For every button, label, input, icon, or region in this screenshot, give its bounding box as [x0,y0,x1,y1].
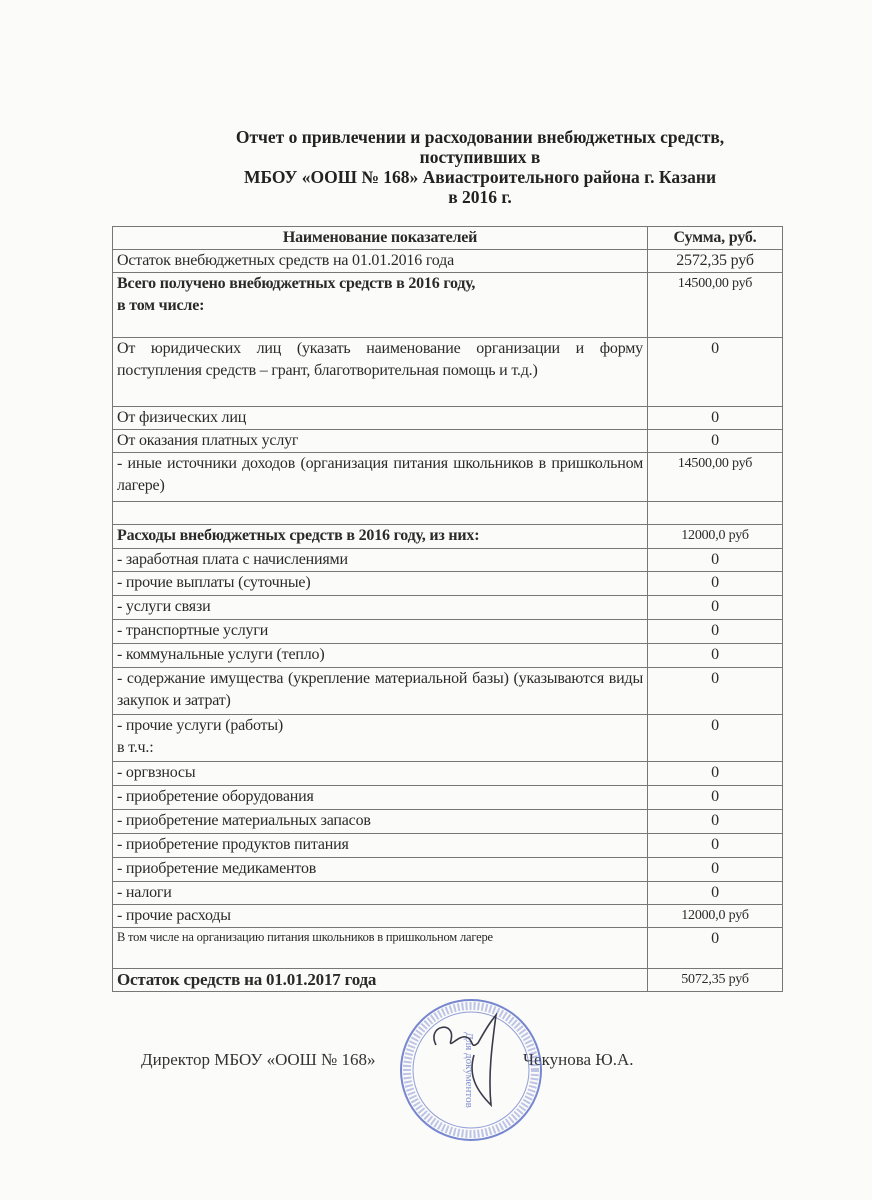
row-label: - коммунальные услуги (тепло) [113,644,648,668]
row-amount: 0 [648,338,783,407]
table-row [113,620,783,644]
report-table [112,226,783,992]
row-label: Расходы внебюджетных средств в 2016 году, из них: [113,525,648,549]
table-row [113,644,783,668]
row-amount: 0 [648,834,783,858]
row-amount: 12000,0 руб [648,525,783,549]
table-row [113,525,783,549]
row-amount: 0 [648,928,783,969]
table-row [113,905,783,928]
row-label: Остаток внебюджетных средств на 01.01.2016 года [113,250,648,273]
table-row [113,572,783,596]
table-row [113,762,783,786]
row-label: - приобретение продуктов питания [113,834,648,858]
table-row [113,430,783,453]
table-row [113,928,783,969]
row-amount: 0 [648,858,783,882]
title-line: МБОУ «ООШ № 168» Авиастроительного района г. Казани [243,167,717,187]
header-amount: Сумма, руб. [648,227,783,250]
row-amount [648,502,783,525]
table-row [113,882,783,905]
row-label: В том числе на организацию питания школьников в пришкольном лагере [113,928,648,969]
row-amount: 14500,00 руб [648,273,783,338]
row-label: - прочие выплаты (суточные) [113,572,648,596]
row-label: - приобретение оборудования [113,786,648,810]
header-indicator: Наименование показателей [113,227,648,250]
table-row [113,715,783,762]
row-amount: 2572,35 руб [648,250,783,273]
row-label: От оказания платных услуг [113,430,648,453]
row-amount: 0 [648,620,783,644]
document-title [120,127,840,207]
title-line: поступивших в [419,147,541,167]
table-row [113,834,783,858]
title-line: Отчет о привлечении и расходовании внебюджетных средств, [235,127,725,147]
title-line: в 2016 г. [448,187,512,207]
table-row [113,786,783,810]
row-label: - оргвзносы [113,762,648,786]
row-label [113,502,648,525]
signature-name: Чекунова Ю.А. [523,1050,634,1069]
row-label: От физических лиц [113,407,648,430]
table-row [113,668,783,715]
row-label: - прочие услуги (работы) в т.ч.: [113,715,648,762]
svg-text:Для документов: Для документов [463,1032,475,1108]
signature-position: Директор МБОУ «ООШ № 168» [141,1050,376,1069]
table-row [113,969,783,992]
row-label: - транспортные услуги [113,620,648,644]
table-row [113,453,783,502]
row-amount: 5072,35 руб [648,969,783,992]
row-label: - услуги связи [113,596,648,620]
row-label: - приобретение медикаментов [113,858,648,882]
table-row [113,502,783,525]
row-amount: 0 [648,786,783,810]
table-row [113,810,783,834]
row-amount: 0 [648,668,783,715]
table-row [113,407,783,430]
row-label: - прочие расходы [113,905,648,928]
row-amount: 0 [648,430,783,453]
row-amount: 12000,0 руб [648,905,783,928]
table-row [113,338,783,407]
row-label: Остаток средств на 01.01.2017 года [113,969,648,992]
row-label: - иные источники доходов (организация питания школьников в пришкольном лагере) [113,453,648,502]
row-amount: 0 [648,596,783,620]
table-row [113,549,783,572]
row-amount: 0 [648,810,783,834]
official-stamp [396,995,546,1145]
row-label: - заработная плата с начислениями [113,549,648,572]
row-label: - налоги [113,882,648,905]
row-amount: 14500,00 руб [648,453,783,502]
row-label: - содержание имущества (укрепление материальной базы) (указываются виды закупок и затрат) [113,668,648,715]
row-amount: 0 [648,762,783,786]
row-amount: 0 [648,715,783,762]
table-header-row [113,227,783,250]
row-amount: 0 [648,644,783,668]
row-label: - приобретение материальных запасов [113,810,648,834]
table-row [113,596,783,620]
row-amount: 0 [648,407,783,430]
row-amount: 0 [648,549,783,572]
row-amount: 0 [648,882,783,905]
table-row [113,858,783,882]
table-row [113,250,783,273]
row-amount: 0 [648,572,783,596]
row-label: От юридических лиц (указать наименование организации и форму поступления средств – грант, благотворительная помощь и т.д.) [113,338,648,407]
table-row [113,273,783,338]
row-label: Всего получено внебюджетных средств в 2016 году, в том числе: [113,273,648,338]
